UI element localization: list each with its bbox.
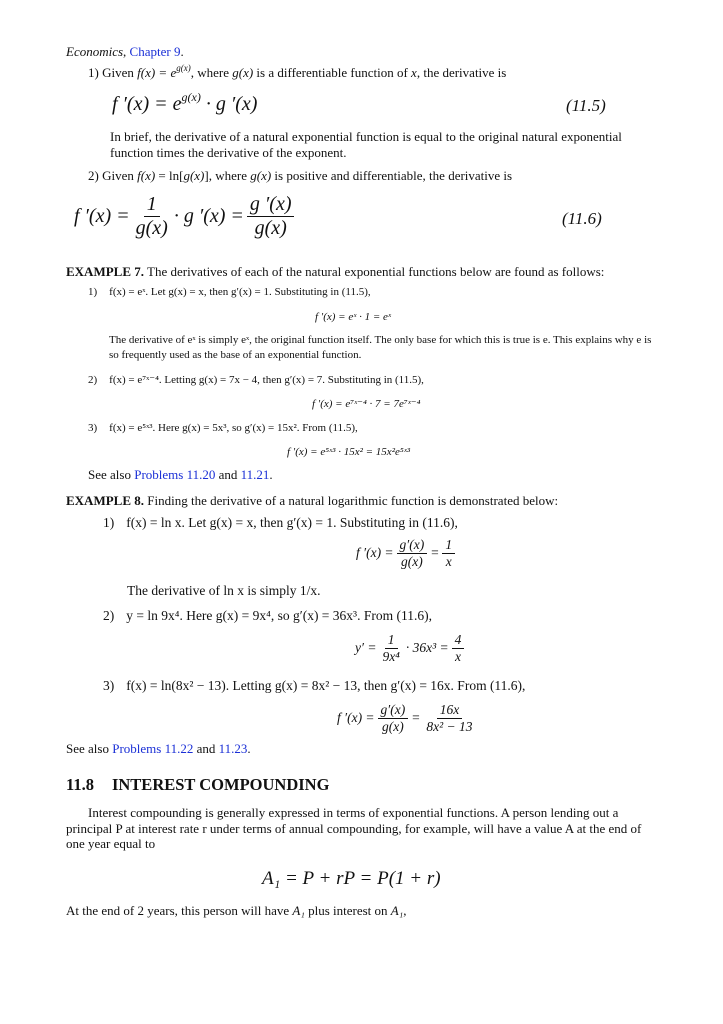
numerator: 1 [144,193,160,217]
eq-lhs: f ′(x) = [356,545,394,561]
fraction [442,537,455,569]
numerator: g ′(x) [247,193,295,217]
chapter-link[interactable]: Chapter 9 [129,44,181,59]
ex7-note: The derivative of eˣ is simply eˣ, the original function itself. The only base for which this is true is e. This explains why e is so frequently used as the base of an exponential function. [109,334,652,361]
ex8-eq-3 [337,702,479,734]
example-7-heading [66,264,604,280]
item-text: y = ln 9x⁴. Here g(x) = 9x⁴, so g′(x) = 36x³. From (11.6), [126,608,432,623]
math-fx: f(x) = e [137,65,177,80]
item-number: 3) [103,678,115,693]
example-text: The derivatives of each of the natural exponential functions below are found as follows: [144,264,605,279]
numerator: 16x [437,702,463,719]
running-header [66,44,184,60]
rule-number: 2) [88,168,99,183]
item-text: f(x) = ln x. Let g(x) = x, then g′(x) = 1. Substituting in (11.6), [126,515,458,530]
ex7-item-3 [88,422,358,434]
brief-paragraph: In brief, the derivative of a natural exponential function is equal to the original natural exponential function times the derivative of the exponent. [110,129,622,160]
fraction [379,632,402,664]
equation-number-11-6: (11.6) [562,209,602,228]
denominator: x [455,648,462,664]
ex7-eq-1: f ′(x) = eˣ · 1 = eˣ [315,311,391,323]
eq-sign: = [411,710,421,726]
item-number: 1) [88,286,98,298]
math-gx: g(x) [183,168,205,183]
eq-rhs: · g ′(x) [200,93,258,115]
section-number: 11.8 [66,775,94,794]
ex7-see-also [88,467,273,483]
rule-text: Given [102,168,138,183]
denominator: g(x) [401,553,423,569]
see-text: . [247,741,251,756]
rule-text: is positive and differentiable, the derivative is [271,168,513,183]
numerator: 4 [452,632,465,649]
denominator: 9x⁴ [382,648,400,664]
problem-link[interactable]: Problems 11.22 [112,741,194,756]
ex8-eq-2 [355,632,467,664]
rule-1 [88,65,506,81]
item-text: f(x) = ln(8x² − 13). Letting g(x) = 8x² − 13, then g′(x) = 16x. From (11.6), [126,678,526,693]
numerator: g′(x) [397,537,428,554]
math-gx: g(x) [250,168,272,183]
period: . [180,44,184,59]
rule-2 [88,168,512,184]
rule-text: , where [190,65,233,80]
ex8-see-also [66,741,251,757]
ex7-eq-3: f ′(x) = e⁵ˣ³ · 15x² = 15x²e⁵ˣ³ [287,446,411,458]
example-label: EXAMPLE 7. [66,264,144,279]
math-gx: g(x) [232,65,254,80]
see-text: and [193,741,219,756]
denominator: x [445,553,452,569]
problem-link[interactable]: 11.21 [240,467,270,482]
rule-text: = ln[ [155,168,184,183]
math-a1: A₁ [292,903,305,918]
equation-11-5 [112,90,258,116]
book-title: Economics [66,44,124,59]
section-heading [66,775,329,795]
see-text: and [215,467,241,482]
section-title: INTEREST COMPOUNDING [111,775,330,794]
eq-sup: g(x) [181,90,201,104]
rule-text: , the derivative is [416,65,507,80]
problem-link[interactable]: Problems 11.20 [134,467,216,482]
ex7-item-1 [88,286,371,298]
ex8-note: The derivative of ln x is simply 1/x. [127,583,321,598]
closing-text: , [403,903,407,918]
closing-text: At the end of 2 years, this person will have [66,903,293,918]
example-label: EXAMPLE 8. [66,493,144,508]
rule-text: ], where [204,168,251,183]
eq-lhs: y′ = [355,640,377,656]
numerator: 1 [385,632,398,649]
fraction [133,193,171,240]
math-fx: f(x) [137,168,156,183]
item-text: f(x) = eˣ. Let g(x) = x, then g′(x) = 1. Substituting in (11.5), [109,286,371,298]
rule-text: Given [102,65,138,80]
ex7-eq-2: f ′(x) = e⁷ˣ⁻⁴ · 7 = 7e⁷ˣ⁻⁴ [312,398,421,410]
example-8-heading [66,493,558,509]
see-text: See also [88,467,135,482]
item-number: 1) [103,515,115,530]
fraction [247,193,295,240]
eq-lhs: f ′(x) = [337,710,375,726]
eq-lhs: f ′(x) = e [112,93,182,115]
interest-paragraph: Interest compounding is generally expressed in terms of exponential functions. A person lending out a principal P at interest rate r under terms of annual compounding, for example, will have a value A at the end of one year equal to [66,805,642,851]
numerator: 1 [442,537,455,554]
denominator: g(x) [382,718,404,734]
math-sup: g(x) [176,63,191,73]
fraction [378,702,409,734]
item-number: 3) [88,422,98,434]
see-text: See also [66,741,113,756]
ex8-eq-1 [356,537,458,569]
item-number: 2) [103,608,115,623]
item-text: f(x) = e⁷ˣ⁻⁴. Letting g(x) = 7x − 4, then g′(x) = 7. Substituting in (11.5), [109,374,424,386]
equation-11-6 [74,193,297,240]
fraction [423,702,475,734]
equation-a1: A₁ = P + rP = P(1 + r) [262,868,441,889]
problem-link[interactable]: 11.23 [218,741,248,756]
ex7-item-2 [88,373,424,386]
fraction [397,537,428,569]
math-x: x [411,65,417,80]
ex8-item-1 [103,515,458,531]
rule-number: 1) [88,65,99,80]
ex8-item-3 [103,678,525,694]
numerator: g′(x) [378,702,409,719]
fraction [452,632,465,664]
item-text: f(x) = e⁵ˣ³. Here g(x) = 5x³, so g′(x) = 15x². From (11.5), [109,422,358,434]
denominator: g(x) [135,217,168,239]
denominator: g(x) [254,217,287,239]
separator: , [123,44,130,59]
closing-text: plus interest on [304,903,391,918]
denominator: 8x² − 13 [426,718,473,734]
eq-sign: = [430,545,440,561]
ex8-item-2 [103,608,432,624]
rule-text: is a differentiable function of [253,65,412,80]
see-text: . [269,467,273,482]
item-number: 2) [88,374,98,386]
eq-mid: · g ′(x) = [173,205,244,227]
equation-number-11-5: (11.5) [566,96,606,115]
math-a1: A₁ [390,903,404,918]
closing-line [66,903,407,919]
eq-mid: · 36x³ = [405,640,449,656]
eq-lhs: f ′(x) = [74,205,130,227]
example-text: Finding the derivative of a natural logarithmic function is demonstrated below: [144,493,559,508]
